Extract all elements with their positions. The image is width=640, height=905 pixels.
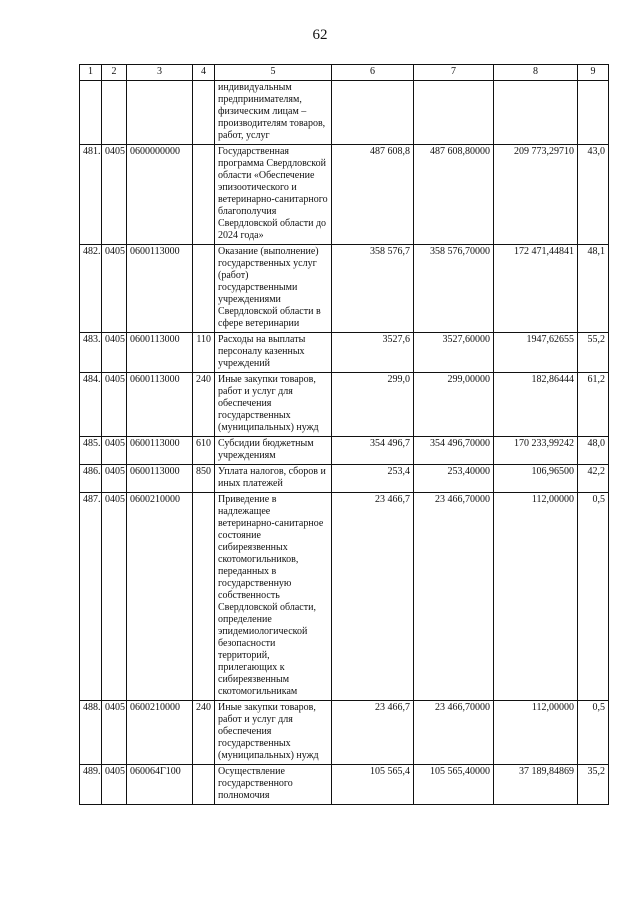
execution-percent: 42,2	[578, 465, 609, 493]
section-code: 0405	[102, 701, 127, 765]
execution-percent: 35,2	[578, 765, 609, 805]
section-code: 0405	[102, 333, 127, 373]
planned-amount: 3527,6	[332, 333, 414, 373]
column-header: 3	[127, 65, 193, 81]
planned-amount: 23 466,7	[332, 701, 414, 765]
expense-type-code: 240	[193, 373, 215, 437]
planned-amount-detailed: 23 466,70000	[414, 493, 494, 701]
target-article-code: 0600113000	[127, 333, 193, 373]
column-header: 5	[215, 65, 332, 81]
section-code: 0405	[102, 145, 127, 245]
item-name: Субсидии бюджетным учреждениям	[215, 437, 332, 465]
planned-amount	[332, 81, 414, 145]
target-article-code: 0600113000	[127, 373, 193, 437]
execution-percent: 61,2	[578, 373, 609, 437]
budget-table	[79, 64, 609, 805]
item-name: Иные закупки товаров, работ и услуг для обеспечения государственных (муниципальных) нужд	[215, 373, 332, 437]
executed-amount: 209 773,29710	[494, 145, 578, 245]
planned-amount: 23 466,7	[332, 493, 414, 701]
section-code: 0405	[102, 245, 127, 333]
item-name: Приведение в надлежащее ветеринарно-санитарное состояние сибиреязвенных скотомогильников, переданных в государственную собственность Свердловской области, определение эпидемиологической безопасности территорий, прилегающих к сибиреязвенным скотомогильникам	[215, 493, 332, 701]
row-number: 488.	[80, 701, 102, 765]
planned-amount-detailed: 105 565,40000	[414, 765, 494, 805]
expense-type-code	[193, 245, 215, 333]
table-row	[80, 333, 609, 373]
execution-percent: 0,5	[578, 701, 609, 765]
planned-amount-detailed: 3527,60000	[414, 333, 494, 373]
executed-amount: 112,00000	[494, 701, 578, 765]
planned-amount: 487 608,8	[332, 145, 414, 245]
row-number: 482.	[80, 245, 102, 333]
executed-amount: 182,86444	[494, 373, 578, 437]
column-header: 1	[80, 65, 102, 81]
section-code: 0405	[102, 437, 127, 465]
execution-percent: 55,2	[578, 333, 609, 373]
section-code: 0405	[102, 465, 127, 493]
table-body	[80, 81, 609, 805]
item-name: Оказание (выполнение) государственных услуг (работ) государственными учреждениями Свердловской области в сфере ветеринарии	[215, 245, 332, 333]
table-row	[80, 373, 609, 437]
row-number: 483.	[80, 333, 102, 373]
expense-type-code	[193, 81, 215, 145]
column-header: 9	[578, 65, 609, 81]
target-article-code: 0600210000	[127, 493, 193, 701]
item-name: Иные закупки товаров, работ и услуг для обеспечения государственных (муниципальных) нужд	[215, 701, 332, 765]
section-code	[102, 81, 127, 145]
table-row	[80, 465, 609, 493]
target-article-code: 0600113000	[127, 465, 193, 493]
planned-amount-detailed: 253,40000	[414, 465, 494, 493]
table-row	[80, 701, 609, 765]
column-header: 8	[494, 65, 578, 81]
executed-amount	[494, 81, 578, 145]
execution-percent: 0,5	[578, 493, 609, 701]
item-name: индивидуальным предпринимателям, физическим лицам – производителям товаров, работ, услуг	[215, 81, 332, 145]
item-name: Государственная программа Свердловской области «Обеспечение эпизоотического и ветеринарно-санитарного благополучия Свердловской области до 2024 года»	[215, 145, 332, 245]
executed-amount: 1947,62655	[494, 333, 578, 373]
expense-type-code	[193, 145, 215, 245]
executed-amount: 106,96500	[494, 465, 578, 493]
expense-type-code	[193, 493, 215, 701]
row-number: 486.	[80, 465, 102, 493]
section-code: 0405	[102, 765, 127, 805]
planned-amount: 299,0	[332, 373, 414, 437]
column-header: 4	[193, 65, 215, 81]
table-row	[80, 765, 609, 805]
planned-amount: 253,4	[332, 465, 414, 493]
executed-amount: 172 471,44841	[494, 245, 578, 333]
planned-amount: 105 565,4	[332, 765, 414, 805]
planned-amount-detailed: 358 576,70000	[414, 245, 494, 333]
planned-amount-detailed: 487 608,80000	[414, 145, 494, 245]
planned-amount-detailed: 299,00000	[414, 373, 494, 437]
item-name: Расходы на выплаты персоналу казенных учреждений	[215, 333, 332, 373]
row-number: 487.	[80, 493, 102, 701]
target-article-code: 0600210000	[127, 701, 193, 765]
row-number: 485.	[80, 437, 102, 465]
section-code: 0405	[102, 373, 127, 437]
executed-amount: 112,00000	[494, 493, 578, 701]
executed-amount: 37 189,84869	[494, 765, 578, 805]
row-number: 489.	[80, 765, 102, 805]
column-header: 7	[414, 65, 494, 81]
target-article-code	[127, 81, 193, 145]
page-number: 62	[312, 27, 328, 43]
table-row	[80, 437, 609, 465]
table-row	[80, 245, 609, 333]
planned-amount-detailed	[414, 81, 494, 145]
column-header: 6	[332, 65, 414, 81]
expense-type-code: 850	[193, 465, 215, 493]
execution-percent	[578, 81, 609, 145]
item-name: Уплата налогов, сборов и иных платежей	[215, 465, 332, 493]
header-row	[80, 65, 609, 81]
expense-type-code: 110	[193, 333, 215, 373]
table-header	[80, 65, 609, 81]
execution-percent: 48,1	[578, 245, 609, 333]
planned-amount: 354 496,7	[332, 437, 414, 465]
target-article-code: 0600113000	[127, 437, 193, 465]
row-number: 481.	[80, 145, 102, 245]
executed-amount: 170 233,99242	[494, 437, 578, 465]
table-row	[80, 81, 609, 145]
planned-amount-detailed: 354 496,70000	[414, 437, 494, 465]
section-code: 0405	[102, 493, 127, 701]
table-row	[80, 145, 609, 245]
expense-type-code: 610	[193, 437, 215, 465]
planned-amount-detailed: 23 466,70000	[414, 701, 494, 765]
target-article-code: 0600000000	[127, 145, 193, 245]
execution-percent: 43,0	[578, 145, 609, 245]
table-row	[80, 493, 609, 701]
planned-amount: 358 576,7	[332, 245, 414, 333]
expense-type-code	[193, 765, 215, 805]
expense-type-code: 240	[193, 701, 215, 765]
target-article-code: 060064Г100	[127, 765, 193, 805]
target-article-code: 0600113000	[127, 245, 193, 333]
column-header: 2	[102, 65, 127, 81]
row-number: 484.	[80, 373, 102, 437]
item-name: Осуществление государственного полномочия	[215, 765, 332, 805]
execution-percent: 48,0	[578, 437, 609, 465]
row-number	[80, 81, 102, 145]
